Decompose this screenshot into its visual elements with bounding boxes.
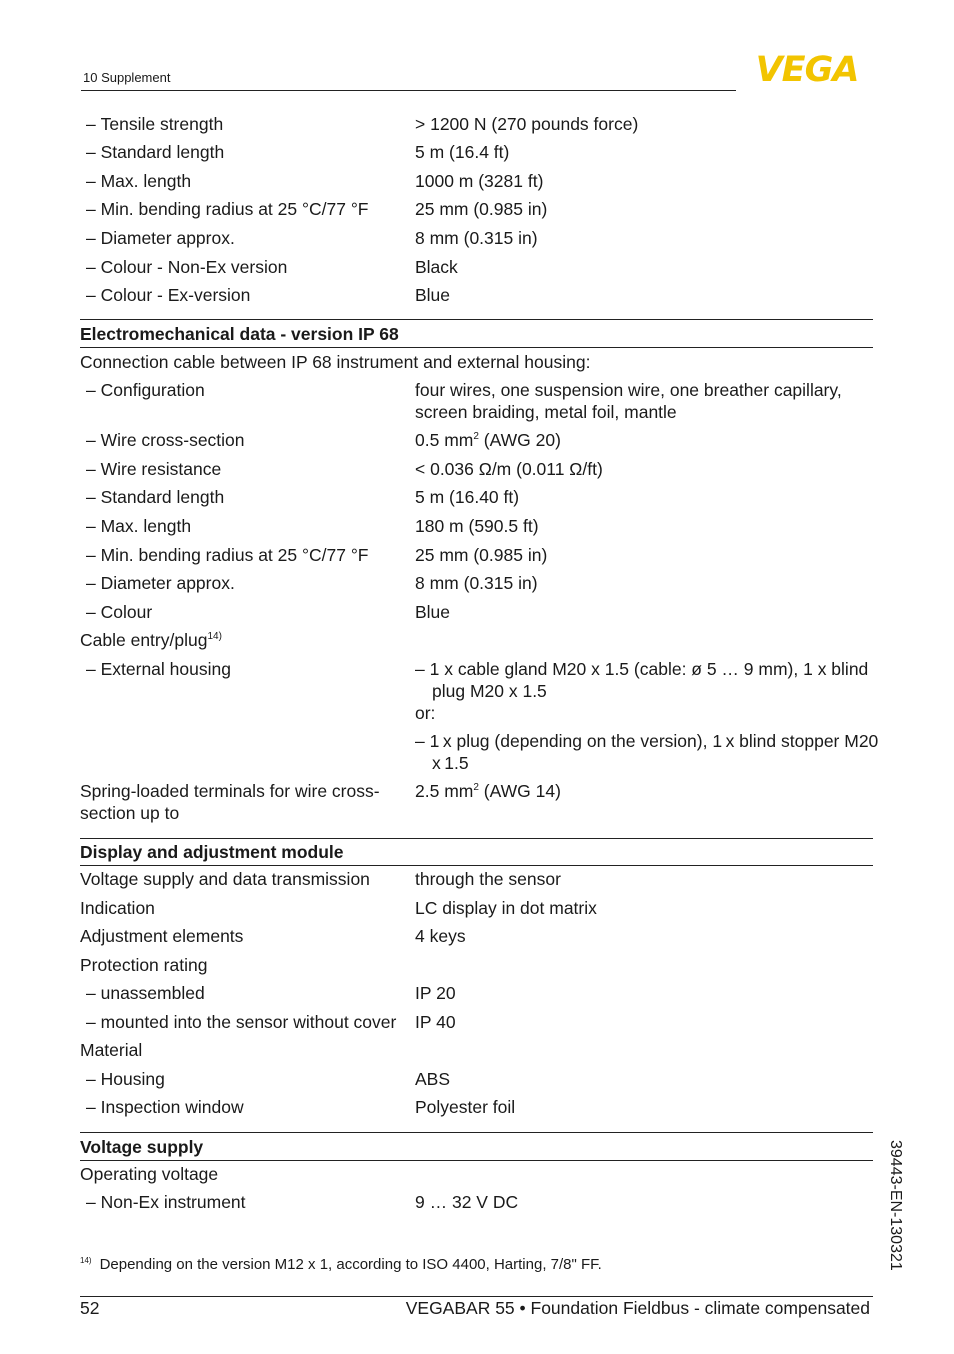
section-rule xyxy=(80,838,873,839)
footnote: $^{14)}$ Depending on the version M12 x 1, according to ISO 4400, Harting, 7/8" FF. xyxy=(80,1256,602,1273)
intro-text: Connection cable between IP 68 instrument and external housing: xyxy=(80,352,591,372)
section-rule xyxy=(80,1160,873,1161)
section-header: 10 Supplement xyxy=(83,70,171,85)
vega-logo xyxy=(741,52,873,84)
footnote-ref: 14) xyxy=(207,631,222,642)
header-rule xyxy=(81,90,736,91)
section-rule xyxy=(80,347,873,348)
section-rule xyxy=(80,1132,873,1133)
material-label: Material xyxy=(80,1040,143,1060)
operating-voltage-label: Operating voltage xyxy=(80,1164,219,1184)
svg-text:VEGA: VEGA xyxy=(755,52,859,84)
footer-rule xyxy=(80,1296,873,1297)
section-title-display: Display and adjustment module xyxy=(80,842,344,862)
page-number: 52 xyxy=(80,1298,100,1318)
section-rule xyxy=(80,319,873,320)
cable-entry-label: Cable entry/plug$^{14)}$ xyxy=(80,630,222,650)
protection-label: Protection rating xyxy=(80,955,208,975)
section-title-voltage: Voltage supply xyxy=(80,1137,204,1157)
section-rule xyxy=(80,865,873,866)
document-title: VEGABAR 55 • Foundation Fieldbus - climate compensated xyxy=(405,1298,870,1318)
section-title-electromechanical: Electromechanical data - version IP 68 xyxy=(80,324,399,344)
document-id: 39443-EN-130321 xyxy=(887,1140,904,1271)
